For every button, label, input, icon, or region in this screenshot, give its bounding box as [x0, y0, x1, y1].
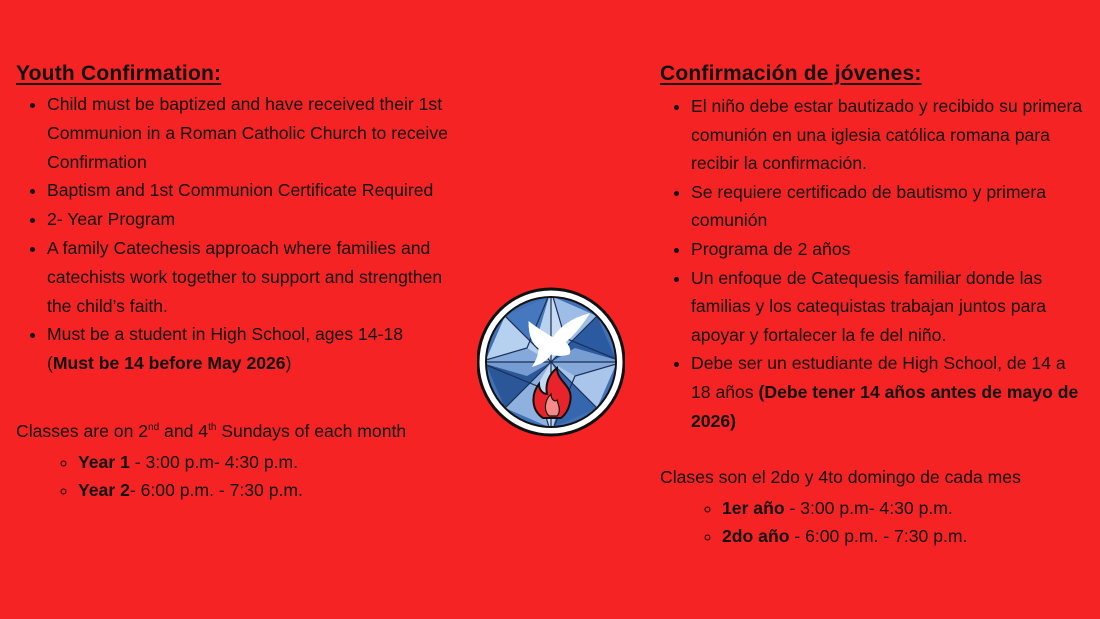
year-label: Year 1	[78, 451, 130, 472]
age-open-paren: (	[47, 353, 53, 374]
ordinal-suffix: th	[208, 422, 217, 434]
spanish-requirements-list	[660, 92, 1090, 435]
list-item-age-requirement	[47, 320, 456, 378]
list-item: • Un enfoque de Catequesis familiar donde las familias y los catequistas trabajan juntos para apoyar y fortalecer la fe del niño.	[691, 264, 1090, 350]
spanish-title: Confirmación de jóvenes:	[660, 62, 922, 85]
year-label: 2do año	[722, 526, 790, 547]
spanish-times-list	[660, 494, 1090, 550]
list-item: • Child must be baptized and have received their 1st Communion in a Roman Catholic Church to receive Confirmation	[47, 90, 456, 176]
list-item-age-requirement	[691, 349, 1090, 435]
english-requirements-list	[16, 90, 456, 378]
time-slot-year-2	[722, 522, 1090, 550]
ordinal-suffix: nd	[148, 422, 160, 434]
list-item: • 2- Year Program	[47, 205, 456, 234]
holy-spirit-dove-flame-icon	[477, 286, 625, 438]
year-label: 1er año	[722, 498, 785, 519]
time-slot-year-2	[78, 476, 456, 504]
age-requirement-text: Debe ser un estudiante de High School, de 14 a 18 años	[691, 353, 1066, 402]
time-slot-year-1	[78, 448, 456, 476]
english-times-list	[16, 448, 456, 504]
english-class-schedule	[16, 419, 456, 444]
spanish-class-schedule: Clases son el 2do y 4to domingo de cada mes	[660, 467, 1021, 488]
age-requirement-text: Must be a student in High School, ages 14-18	[47, 324, 404, 345]
age-deadline-note: (Debe tener 14 años antes de mayo de 2026)	[691, 381, 1079, 431]
time-range: - 6:00 p.m. - 7:30 p.m.	[789, 526, 968, 547]
list-item: • A family Catechesis approach where families and catechists work together to support and strengthen the child’s faith.	[47, 234, 456, 320]
classes-text: Sundays of each month	[216, 420, 407, 441]
list-item: • Baptism and 1st Communion Certificate Required	[47, 176, 456, 205]
list-item: • El niño debe estar bautizado y recibido su primera comunión en una iglesia católica romana para recibir la confirmación.	[691, 92, 1090, 178]
list-item: • Se requiere certificado de bautismo y primera comunión	[691, 178, 1090, 235]
classes-text: and 4	[159, 420, 209, 441]
time-range: - 3:00 p.m- 4:30 p.m.	[784, 498, 953, 519]
age-deadline-note: Must be 14 before May 2026	[52, 353, 286, 374]
english-title: Youth Confirmation:	[16, 62, 222, 85]
english-section	[16, 62, 456, 504]
spanish-section	[660, 62, 1090, 550]
list-item: • Programa de 2 años	[691, 235, 1090, 264]
classes-text: Classes are on 2	[16, 420, 149, 441]
age-close-paren: )	[285, 353, 292, 374]
time-range: - 6:00 p.m. - 7:30 p.m.	[129, 479, 303, 500]
year-label: Year 2	[78, 479, 130, 500]
time-slot-year-1	[722, 494, 1090, 522]
time-range: - 3:00 p.m- 4:30 p.m.	[129, 451, 299, 472]
